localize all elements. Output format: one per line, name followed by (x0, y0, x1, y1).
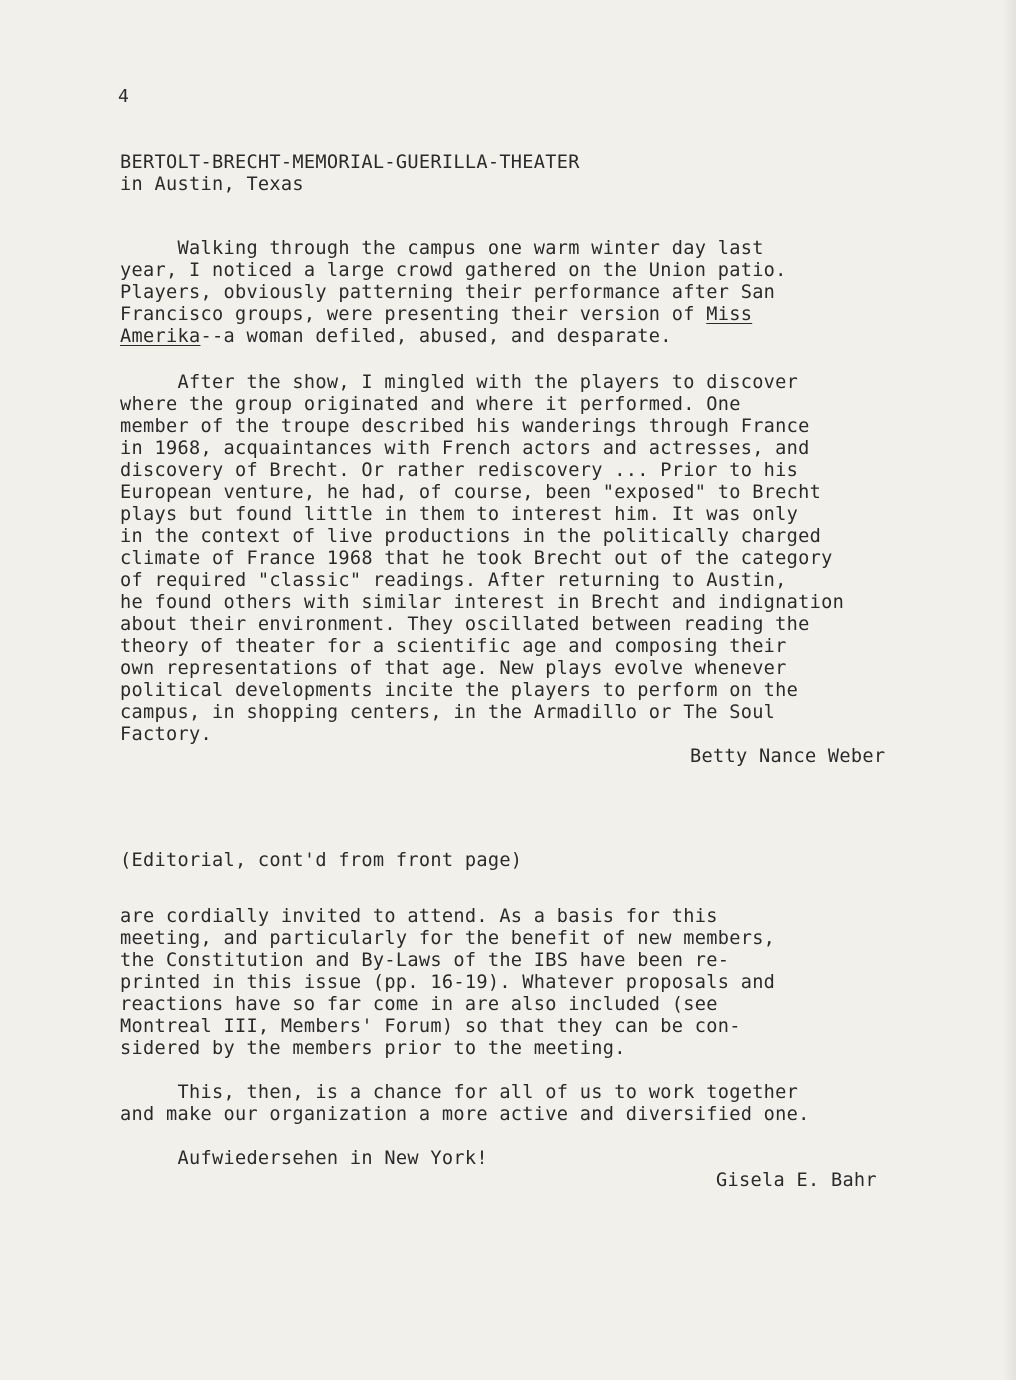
section-heading: (Editorial, cont'd from front page) (120, 850, 523, 871)
paragraph-line: After the show, I mingled with the players to discover (120, 372, 799, 393)
paragraph-line: Factory. (120, 724, 212, 745)
paragraph-line: discovery of Brecht. Or rather rediscovery ... Prior to his (120, 460, 799, 481)
paragraph-line: own representations of that age. New plays evolve whenever (120, 658, 787, 679)
article-title: BERTOLT-BRECHT-MEMORIAL-GUERILLA-THEATER (120, 152, 580, 173)
paragraph-line: are cordially invited to attend. As a basis for this (120, 906, 718, 927)
page-number: 4 (118, 86, 129, 107)
paragraph-line: he found others with similar interest in Brecht and indignation (120, 592, 845, 613)
paragraph-line: Montreal III, Members' Forum) so that they can be con- (120, 1016, 741, 1037)
page-edge-shadow (1002, 0, 1016, 1380)
author-signature: Betty Nance Weber (690, 746, 886, 767)
paragraph-line: plays but found little in them to interest him. It was only (120, 504, 799, 525)
paragraph-line: meeting, and particularly for the benefit of new members, (120, 928, 776, 949)
paragraph-line: Players, obviously patterning their performance after San (120, 282, 776, 303)
paragraph-line-text: Francisco groups, were presenting their version of (120, 304, 707, 325)
underlined-title-part: Miss (706, 304, 753, 325)
paragraph-line: where the group originated and where it performed. One (120, 394, 741, 415)
closing-line: Aufwiedersehen in New York! (120, 1148, 488, 1169)
paragraph-line: and make our organization a more active and diversified one. (120, 1104, 810, 1125)
paragraph-line: political developments incite the players to perform on the (120, 680, 799, 701)
paragraph-line: year, I noticed a large crowd gathered on the Union patio. (120, 260, 787, 281)
paragraph-line: printed in this issue (pp. 16-19). Whatever proposals and (120, 972, 776, 993)
author-signature: Gisela E. Bahr (716, 1170, 877, 1191)
paragraph-line: reactions have so far come in are also included (see (120, 994, 718, 1015)
article-subtitle: in Austin, Texas (120, 174, 304, 195)
paragraph-line: climate of France 1968 that he took Brecht out of the category (120, 548, 833, 569)
underlined-title-part: Amerika (120, 326, 201, 347)
paragraph-line: sidered by the members prior to the meeting. (120, 1038, 626, 1059)
paragraph-line (120, 326, 672, 348)
paragraph-line: in the context of live productions in the politically charged (120, 526, 822, 547)
paragraph-line: in 1968, acquaintances with French actors and actresses, and (120, 438, 810, 459)
paragraph-line: Walking through the campus one warm winter day last (120, 238, 764, 259)
paragraph-line: member of the troupe described his wanderings through France (120, 416, 810, 437)
paragraph-line-text: --a woman defiled, abused, and desparate. (200, 326, 672, 347)
paragraph-line: campus, in shopping centers, in the Armadillo or The Soul (120, 702, 776, 723)
paragraph-line: of required "classic" readings. After returning to Austin, (120, 570, 787, 591)
paragraph-line (120, 304, 752, 326)
paragraph-line: This, then, is a chance for all of us to work together (120, 1082, 799, 1103)
paragraph-line: about their environment. They oscillated between reading the (120, 614, 810, 635)
paragraph-line: theory of theater for a scientific age and composing their (120, 636, 787, 657)
paragraph-line: European venture, he had, of course, been "exposed" to Brecht (120, 482, 822, 503)
paragraph-line: the Constitution and By-Laws of the IBS have been re- (120, 950, 730, 971)
